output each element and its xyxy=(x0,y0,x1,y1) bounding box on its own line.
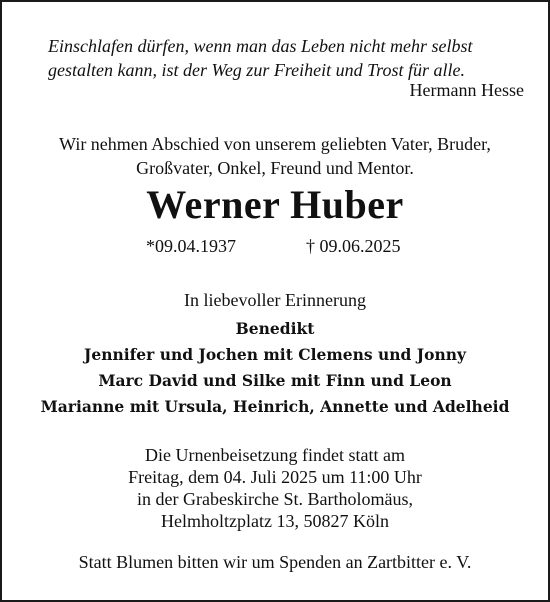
donation-note: Statt Blumen bitten wir um Spenden an Zartbitter e. V. xyxy=(78,552,472,572)
funeral-line-3: in der Grabeskirche St. Bartholomäus, xyxy=(137,489,413,509)
mourner-line: Marianne mit Ursula, Heinrich, Annette und Adelheid xyxy=(40,397,510,416)
intro-line-2: Großvater, Onkel, Freund und Mentor. xyxy=(136,158,414,178)
farewell-intro xyxy=(2,132,548,180)
death-date: † 09.06.2025 xyxy=(306,236,401,256)
funeral-line-2: Freitag, dem 04. Juli 2025 um 11:00 Uhr xyxy=(128,467,422,487)
funeral-line-1: Die Urnenbeisetzung findet statt am xyxy=(145,445,405,465)
memory-heading: In liebevoller Erinnerung xyxy=(184,290,366,310)
quote-author: Hermann Hesse xyxy=(409,80,524,100)
quote-line-2: gestalten kann, ist der Weg zur Freiheit und Trost für alle. xyxy=(48,60,465,80)
deceased-name: Werner Huber xyxy=(146,182,404,227)
intro-line-1: Wir nehmen Abschied von unserem geliebten Vater, Bruder, xyxy=(59,134,491,154)
funeral-line-4: Helmholtzplatz 13, 50827 Köln xyxy=(161,511,389,531)
birth-date: *09.04.1937 xyxy=(146,236,236,256)
funeral-details xyxy=(2,444,548,532)
quote-line-1: Einschlafen dürfen, wenn man das Leben nicht mehr selbst xyxy=(48,36,473,56)
mourner-line: Benedikt xyxy=(235,319,315,338)
mourners-list xyxy=(2,316,548,420)
mourner-line: Jennifer und Jochen mit Clemens und Jonny xyxy=(84,345,466,364)
mourner-line: Marc David und Silke mit Finn und Leon xyxy=(98,371,452,390)
quote xyxy=(48,34,518,82)
